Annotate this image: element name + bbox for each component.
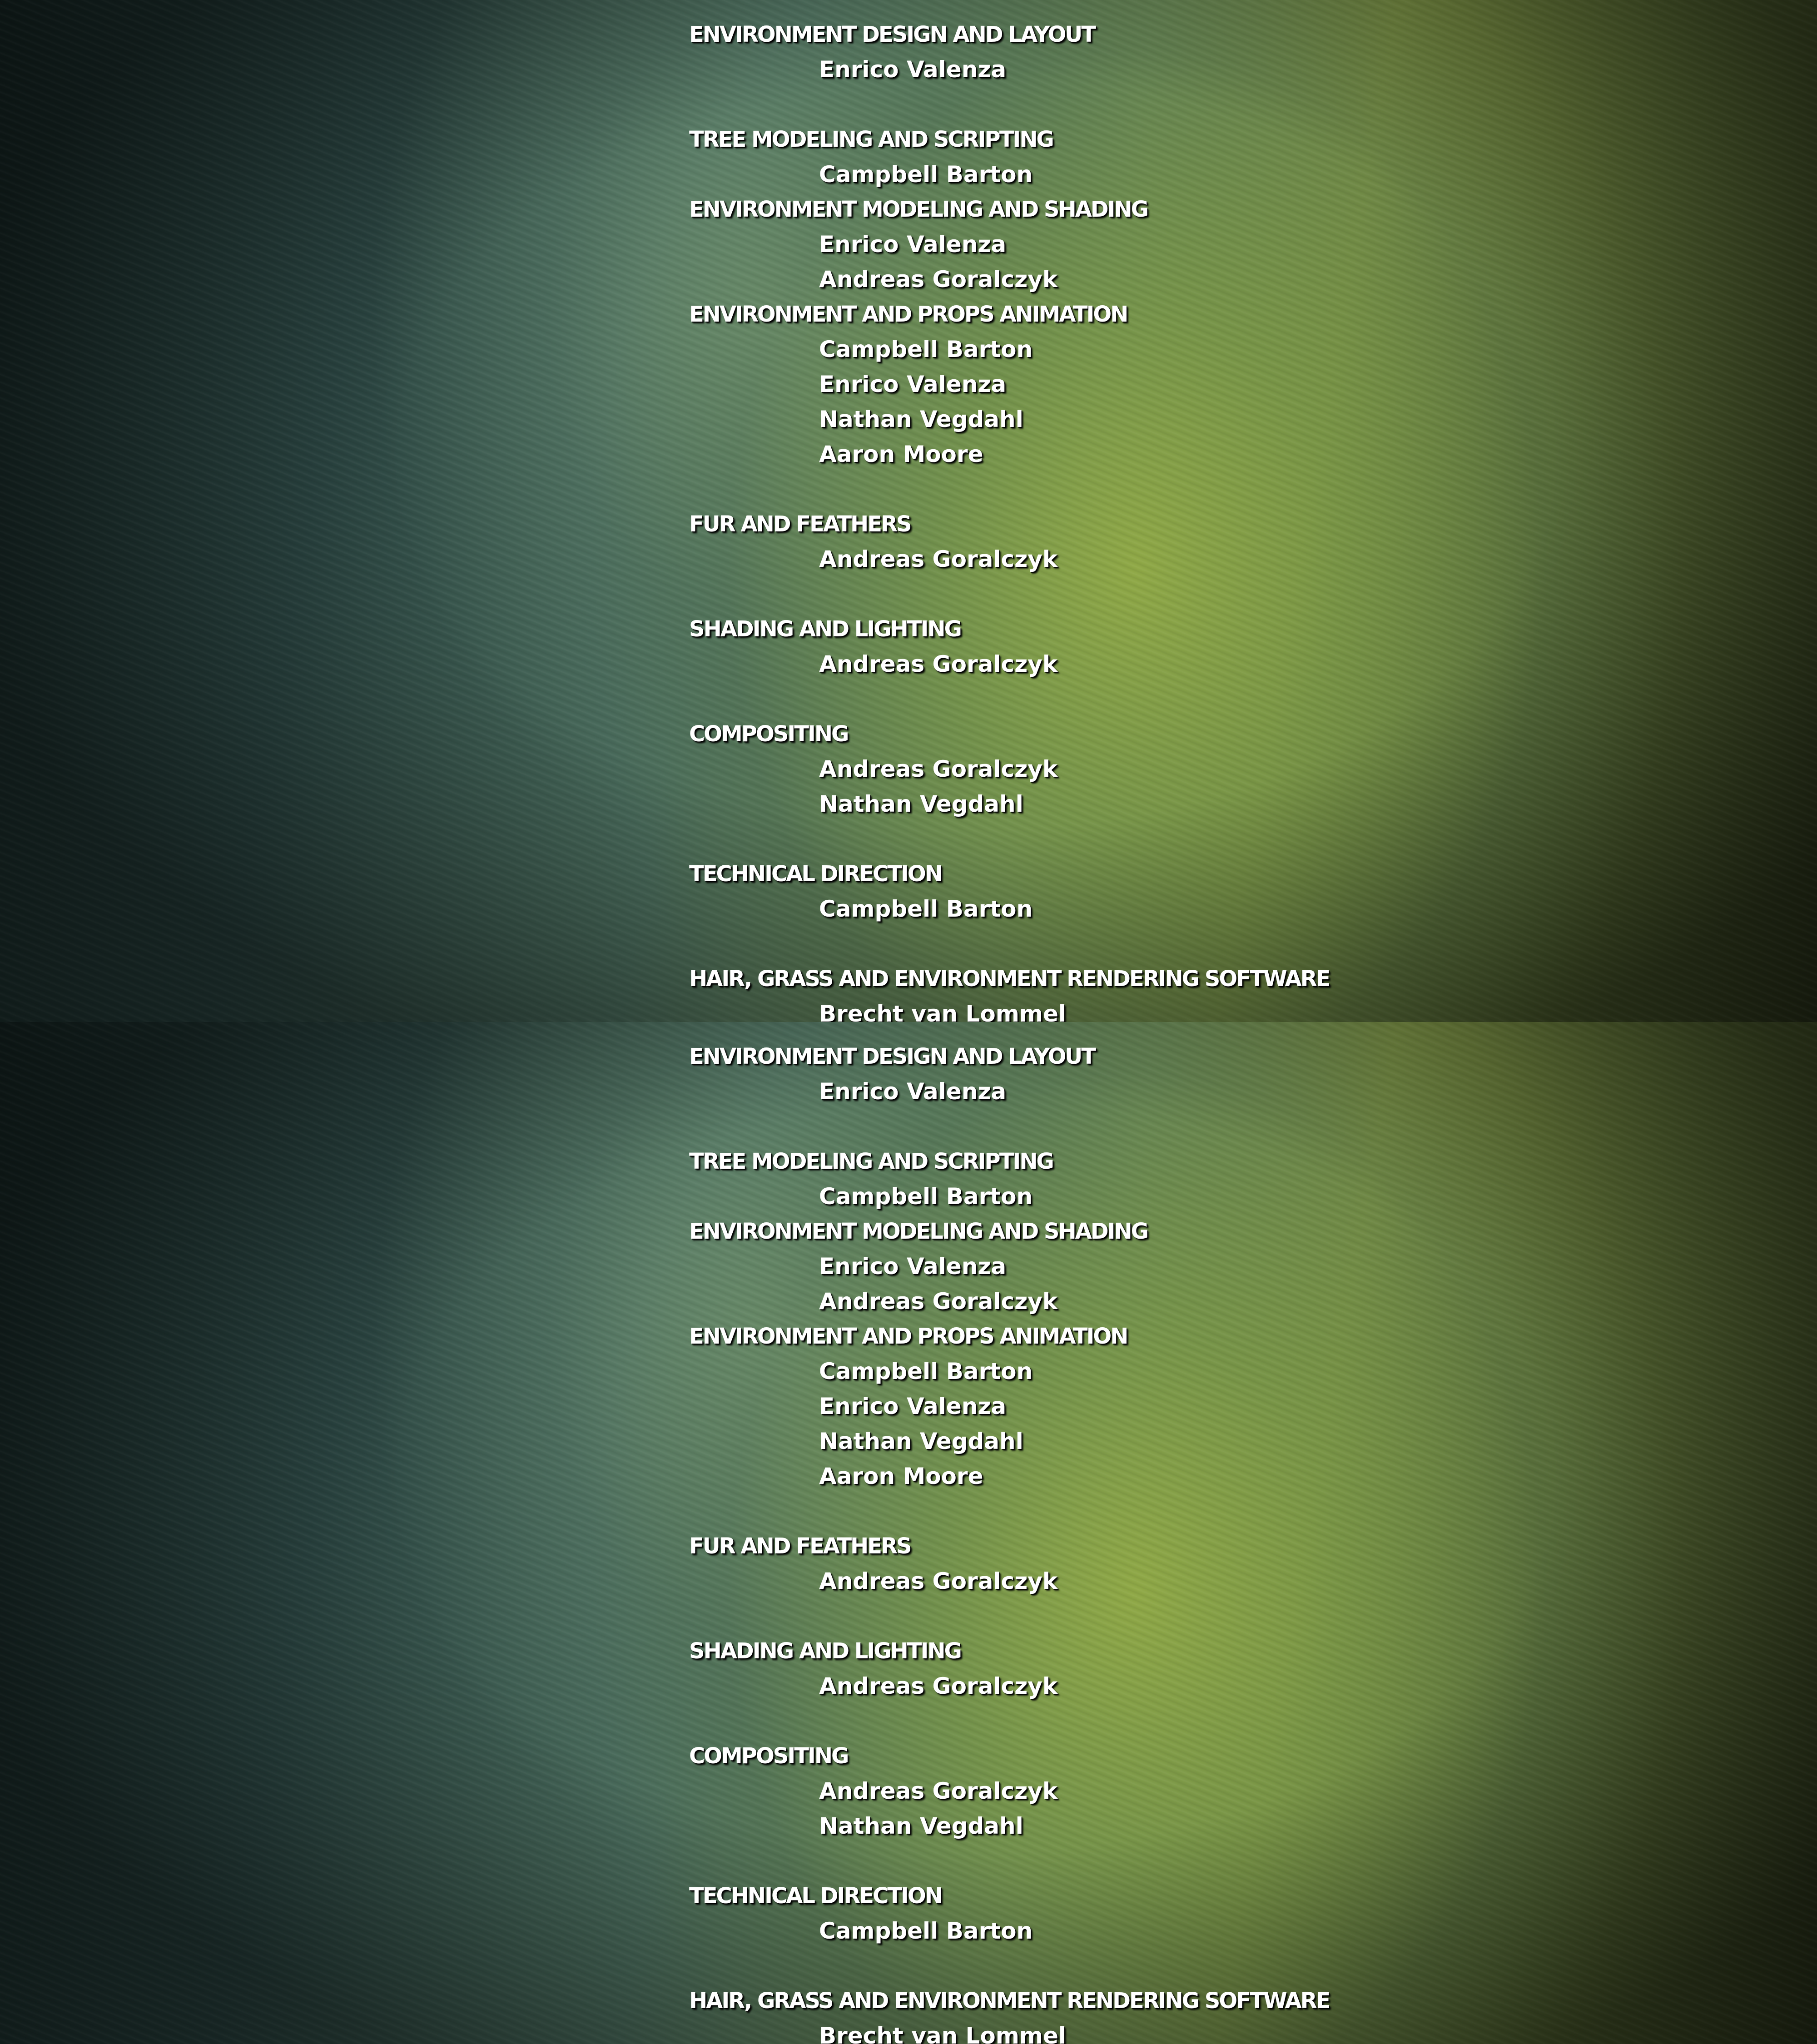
credit-person-name: Enrico Valenza: [689, 1389, 1688, 1424]
credit-person-name: Brecht van Lommel: [689, 997, 1688, 1022]
credit-role-heading: HAIR, GRASS AND ENVIRONMENT RENDERING SOFTWARE: [689, 1984, 1688, 2019]
credit-person-name: Andreas Goralczyk: [689, 1669, 1688, 1704]
credit-role-heading: ENVIRONMENT AND PROPS ANIMATION: [689, 1319, 1688, 1354]
credit-person-name: Andreas Goralczyk: [689, 1774, 1688, 1809]
credit-person-name: Aaron Moore: [689, 437, 1688, 472]
credit-person-name: Enrico Valenza: [689, 367, 1688, 402]
credit-person-name: Andreas Goralczyk: [689, 542, 1688, 577]
credit-person-name: Andreas Goralczyk: [689, 1564, 1688, 1599]
credit-role-heading: ENVIRONMENT AND PROPS ANIMATION: [689, 297, 1688, 332]
credit-person-name: Campbell Barton: [689, 1179, 1688, 1214]
credit-person-name: Enrico Valenza: [689, 227, 1688, 262]
credit-role-heading: ENVIRONMENT DESIGN AND LAYOUT: [689, 1039, 1688, 1074]
credit-person-name: Enrico Valenza: [689, 1074, 1688, 1109]
credit-person-name: Andreas Goralczyk: [689, 1284, 1688, 1319]
credit-person-name: Campbell Barton: [689, 1354, 1688, 1389]
credit-role-heading: ENVIRONMENT DESIGN AND LAYOUT: [689, 17, 1688, 52]
credit-person-name: Enrico Valenza: [689, 1249, 1688, 1284]
credit-role-heading: SHADING AND LIGHTING: [689, 612, 1688, 647]
credit-person-name: Andreas Goralczyk: [689, 647, 1688, 682]
credit-role-heading: TREE MODELING AND SCRIPTING: [689, 1144, 1688, 1179]
credit-role-heading: TREE MODELING AND SCRIPTING: [689, 122, 1688, 157]
credit-person-name: Brecht van Lommel: [689, 2019, 1688, 2044]
credit-role-heading: COMPOSITING: [689, 1739, 1688, 1774]
credit-person-name: Campbell Barton: [689, 157, 1688, 192]
credit-role-heading: HAIR, GRASS AND ENVIRONMENT RENDERING SOFTWARE: [689, 962, 1688, 997]
credit-role-heading: ENVIRONMENT MODELING AND SHADING: [689, 1214, 1688, 1249]
credit-role-heading: COMPOSITING: [689, 717, 1688, 752]
credit-person-name: Enrico Valenza: [689, 52, 1688, 87]
credit-person-name: Nathan Vegdahl: [689, 402, 1688, 437]
credit-role-heading: TECHNICAL DIRECTION: [689, 857, 1688, 892]
credit-person-name: Aaron Moore: [689, 1459, 1688, 1494]
credit-person-name: Campbell Barton: [689, 1914, 1688, 1949]
credit-role-heading: SHADING AND LIGHTING: [689, 1634, 1688, 1669]
credit-role-heading: TECHNICAL DIRECTION: [689, 1879, 1688, 1914]
credit-person-name: Nathan Vegdahl: [689, 1809, 1688, 1844]
credit-role-heading: ENVIRONMENT MODELING AND SHADING: [689, 192, 1688, 227]
credit-role-heading: FUR AND FEATHERS: [689, 507, 1688, 542]
credit-person-name: Campbell Barton: [689, 892, 1688, 927]
credit-person-name: Andreas Goralczyk: [689, 262, 1688, 297]
credit-role-heading: FUR AND FEATHERS: [689, 1529, 1688, 1564]
credit-person-name: Andreas Goralczyk: [689, 752, 1688, 787]
credit-person-name: Campbell Barton: [689, 332, 1688, 367]
credit-person-name: Nathan Vegdahl: [689, 1424, 1688, 1459]
credit-person-name: Nathan Vegdahl: [689, 787, 1688, 822]
